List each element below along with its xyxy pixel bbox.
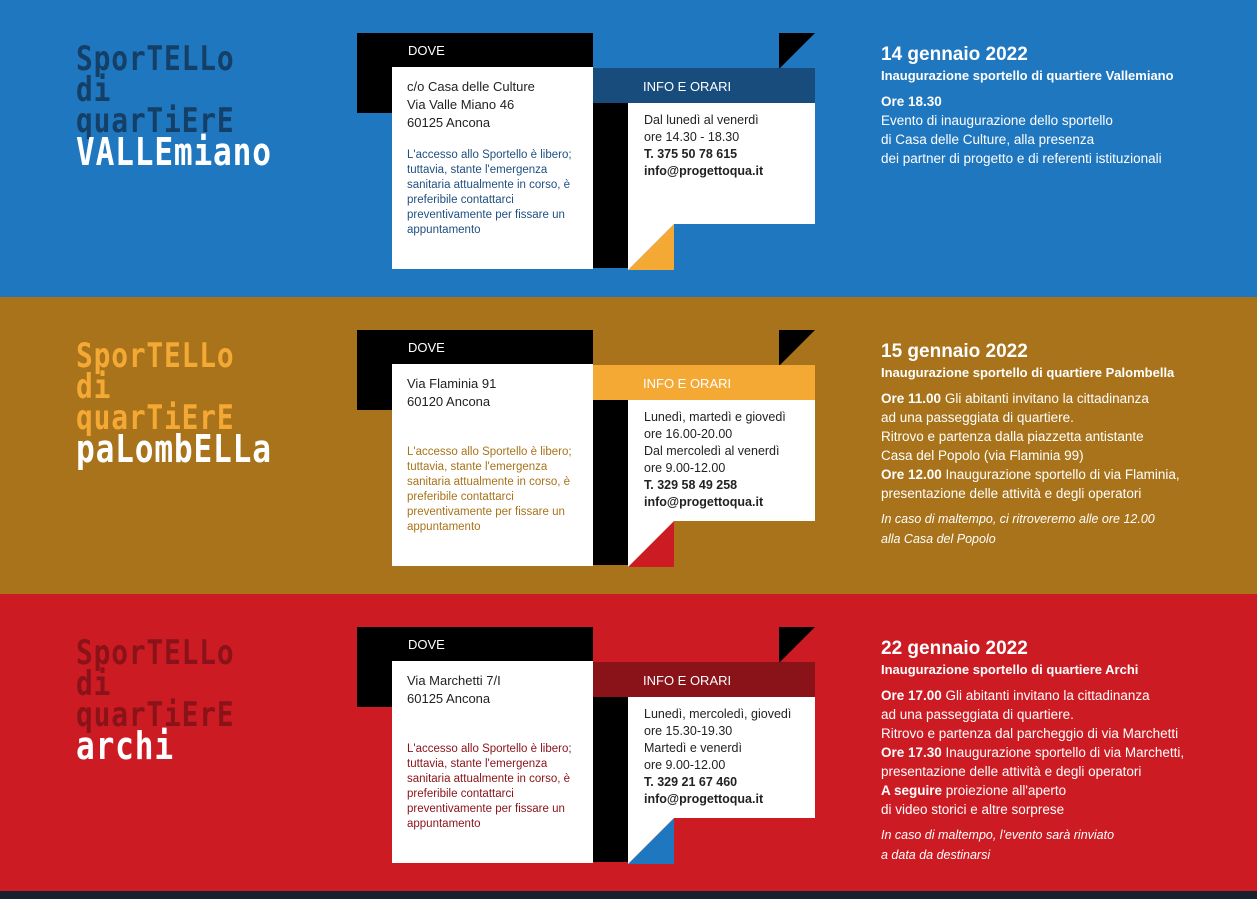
info-label: INFO E ORARI (643, 673, 732, 688)
dove-accent (357, 67, 392, 113)
info-accent (593, 400, 628, 565)
address-line: Via Marchetti 7/I (407, 673, 501, 688)
event-details (881, 43, 1231, 168)
address-line: Via Valle Miano 46 (407, 97, 515, 112)
phone-number[interactable]: T. 329 21 67 460 (644, 775, 738, 789)
address (407, 78, 535, 132)
info-label: INFO E ORARI (643, 376, 732, 391)
event-subtitle: Inaugurazione sportello di quartiere Vallemiano (881, 68, 1174, 83)
hours-line: Lunedì, mercoledì, giovedì (644, 707, 792, 721)
dove-header (357, 33, 593, 67)
description-line: di video storici e altre sorprese (881, 802, 1065, 817)
footer-bar (0, 891, 1257, 899)
weather-note-line: In caso di maltempo, ci ritroveremo alle ore 12.00 (881, 512, 1155, 526)
neighborhood-name: paLombELLa (76, 427, 272, 471)
description-line: Ore 11.00 Gli abitanti invitano la cittadinanza (881, 391, 1149, 406)
corner-triangle-colored (628, 521, 674, 567)
info-card (628, 400, 815, 521)
description-line: di Casa delle Culture, alla presenza (881, 132, 1095, 147)
dove-card (392, 364, 593, 566)
corner-triangle (779, 627, 815, 663)
title-line: di (76, 70, 112, 110)
weather-note-line: alla Casa del Popolo (881, 532, 996, 546)
hours-line: Dal lunedì al venerdì (644, 113, 759, 127)
title-line: di (76, 664, 112, 704)
info-accent (593, 697, 628, 862)
dove-label: DOVE (408, 340, 445, 355)
hours-line: ore 15.30-19.30 (644, 724, 733, 738)
info-card (628, 103, 815, 224)
description-line: Evento di inaugurazione dello sportello (881, 113, 1113, 128)
event-description (881, 686, 1231, 819)
hours-line: ore 9.00-12.00 (644, 461, 726, 475)
hours-line: ore 9.00-12.00 (644, 758, 726, 772)
info-header (593, 68, 815, 103)
event-date: 14 gennaio 2022 (881, 44, 1028, 65)
phone-number[interactable]: T. 329 58 49 258 (644, 478, 738, 492)
dove-header (357, 627, 593, 661)
hours-line: ore 16.00-20.00 (644, 427, 733, 441)
description-line: ad una passeggiata di quartiere. (881, 707, 1074, 722)
dove-card (392, 661, 593, 863)
description-line: Ore 12.00 Inaugurazione sportello di via Flaminia, (881, 467, 1180, 482)
access-note: L'accesso allo Sportello è libero; tuttavia, stante l'emergenza sanitaria attualmente in corso, è preferibile contattarci preventivamente per fissare un appuntamento (407, 149, 572, 236)
title-line: di (76, 367, 112, 407)
neighborhood-name: VALLEmiano (76, 130, 272, 174)
hours (644, 112, 763, 180)
phone-number[interactable]: T. 375 50 78 615 (644, 147, 738, 161)
weather-note (881, 825, 1231, 865)
corner-triangle-colored (628, 818, 674, 864)
title-line: SporTELLo (76, 336, 235, 376)
dove-header (357, 330, 593, 364)
description-line: presentazione delle attività e degli operatori (881, 486, 1142, 501)
description-line: Ore 17.30 Inaugurazione sportello di via Marchetti, (881, 745, 1185, 760)
event-subtitle: Inaugurazione sportello di quartiere Palombella (881, 365, 1175, 380)
address-line: 60125 Ancona (407, 115, 491, 130)
event-band-1 (0, 0, 1257, 297)
weather-note-line: In caso di maltempo, l'evento sarà rinviato (881, 828, 1115, 842)
weather-note (881, 509, 1231, 549)
band-title (76, 39, 315, 174)
hours-line: Lunedì, martedì e giovedì (644, 410, 786, 424)
info-header (593, 365, 815, 400)
address-line: 60120 Ancona (407, 394, 491, 409)
corner-triangle (779, 33, 815, 69)
info-accent (593, 103, 628, 268)
title-line: SporTELLo (76, 39, 235, 79)
event-band-2 (0, 297, 1257, 594)
event-details (881, 340, 1231, 549)
dove-accent (357, 661, 392, 707)
event-details (881, 637, 1231, 865)
dove-label: DOVE (408, 637, 445, 652)
weather-note-line: a data da destinarsi (881, 848, 991, 862)
hours-line: Dal mercoledì al venerdì (644, 444, 780, 458)
email-link[interactable]: info@progettoqua.it (644, 792, 764, 806)
hours-line: Martedì e venerdì (644, 741, 742, 755)
info-card (628, 697, 815, 818)
title-line: SporTELLo (76, 633, 235, 673)
event-description (881, 92, 1231, 168)
description-line: A seguire proiezione all'aperto (881, 783, 1067, 798)
event-band-3 (0, 594, 1257, 891)
event-date: 22 gennaio 2022 (881, 638, 1028, 659)
access-note: L'accesso allo Sportello è libero; tuttavia, stante l'emergenza sanitaria attualmente in corso, è preferibile contattarci preventivamente per fissare un appuntamento (407, 446, 572, 533)
hours (644, 409, 786, 511)
email-link[interactable]: info@progettoqua.it (644, 164, 764, 178)
event-date: 15 gennaio 2022 (881, 341, 1028, 362)
description-line: Ritrovo e partenza dal parcheggio di via Marchetti (881, 726, 1179, 741)
address (407, 375, 496, 411)
title-line: quarTiErE (76, 398, 235, 438)
address-line: Via Flaminia 91 (407, 376, 497, 391)
corner-triangle (779, 330, 815, 366)
email-link[interactable]: info@progettoqua.it (644, 495, 764, 509)
info-label: INFO E ORARI (643, 79, 732, 94)
event-subtitle: Inaugurazione sportello di quartiere Archi (881, 662, 1139, 677)
neighborhood-name: archi (76, 724, 174, 768)
description-line: dei partner di progetto e di referenti istituzionali (881, 151, 1162, 166)
description-line: Ore 17.00 Gli abitanti invitano la cittadinanza (881, 688, 1150, 703)
title-line: quarTiErE (76, 695, 235, 735)
event-description (881, 389, 1231, 503)
hours-line: ore 14.30 - 18.30 (644, 130, 740, 144)
access-note: L'accesso allo Sportello è libero; tuttavia, stante l'emergenza sanitaria attualmente in corso, è preferibile contattarci preventivamente per fissare un appuntamento (407, 743, 572, 830)
description-line: Ritrovo e partenza dalla piazzetta antistante (881, 429, 1144, 444)
hours (644, 706, 791, 808)
dove-label: DOVE (408, 43, 445, 58)
description-line: presentazione delle attività e degli operatori (881, 764, 1142, 779)
dove-card (392, 67, 593, 269)
address-line: 60125 Ancona (407, 691, 491, 706)
title-line: quarTiErE (76, 101, 235, 141)
dove-accent (357, 364, 392, 410)
info-header (593, 662, 815, 697)
band-title (76, 633, 269, 768)
description-line: Ore 18.30 (881, 94, 942, 109)
band-title (76, 336, 315, 471)
address-line: c/o Casa delle Culture (407, 79, 535, 94)
description-line: Casa del Popolo (via Flaminia 99) (881, 448, 1084, 463)
corner-triangle-colored (628, 224, 674, 270)
description-line: ad una passeggiata di quartiere. (881, 410, 1074, 425)
address (407, 672, 501, 708)
